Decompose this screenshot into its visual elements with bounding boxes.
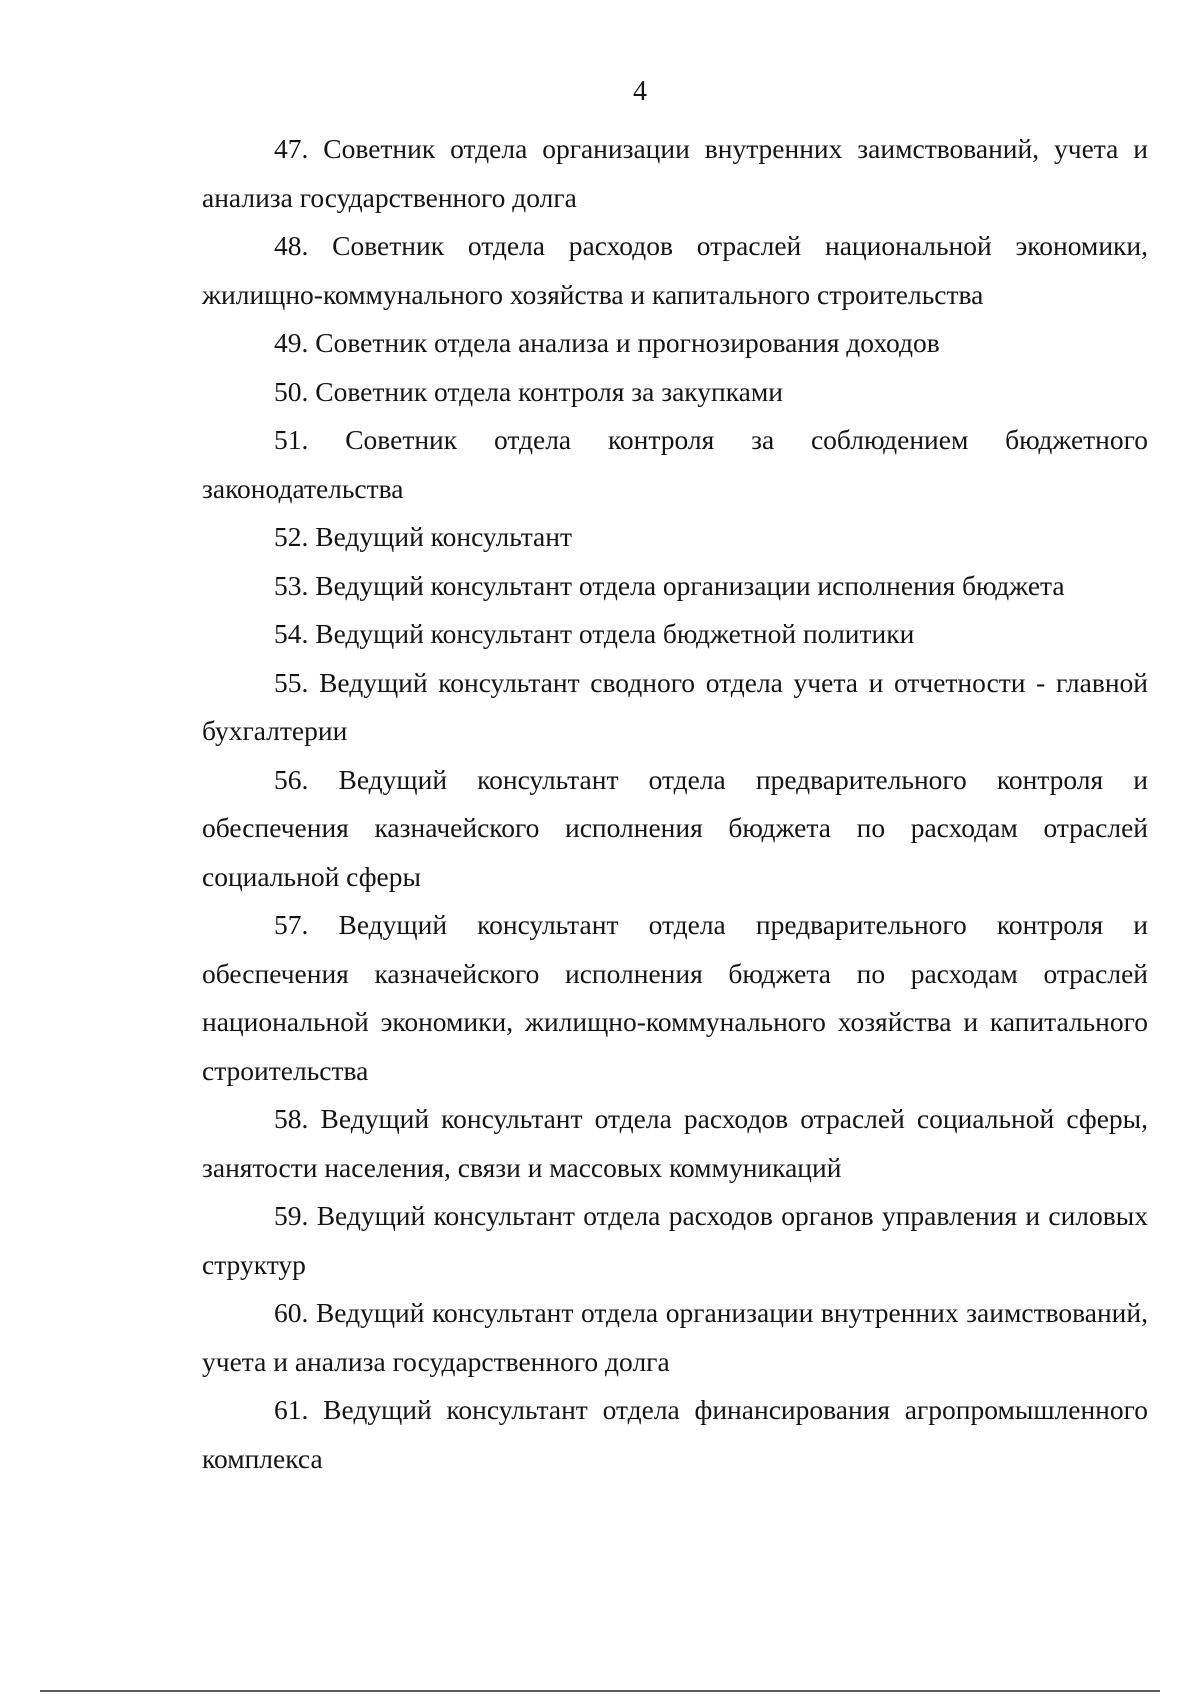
item-text: Ведущий консультант отдела расходов отраслей социальной сферы, занятости населения, связи и массовых коммуникаций <box>202 1103 1148 1183</box>
position-list <box>202 125 1148 1483</box>
item-text: Ведущий консультант отдела предварительного контроля и обеспечения казначейского исполнения бюджета по расходам отраслей национальной экономики, жилищно-коммунального хозяйства и капитального строительства <box>202 909 1148 1086</box>
item-number: 59. <box>274 1200 309 1231</box>
item-text: Советник отдела расходов отраслей национальной экономики, жилищно-коммунального хозяйства и капитального строительства <box>202 230 1149 310</box>
item-number: 49. <box>274 327 309 358</box>
item-text: Ведущий консультант отдела расходов органов управления и силовых структур <box>202 1200 1148 1280</box>
list-item <box>202 368 1148 417</box>
item-text: Ведущий консультант <box>315 521 572 552</box>
item-text: Ведущий консультант отдела организации исполнения бюджета <box>315 569 1065 601</box>
item-number: 57. <box>274 909 309 940</box>
item-text: Ведущий консультант отдела бюджетной политики <box>315 618 915 649</box>
list-item <box>202 319 1148 368</box>
item-number: 53. <box>274 569 309 601</box>
item-number: 61. <box>274 1394 309 1425</box>
item-number: 54. <box>274 618 309 649</box>
list-item <box>202 125 1148 222</box>
item-text: Советник отдела организации внутренних заимствований, учета и анализа государственного долга <box>202 133 1148 213</box>
list-item <box>202 1192 1148 1289</box>
page-number: 4 <box>633 76 647 107</box>
item-text: Советник отдела анализа и прогнозирования доходов <box>315 327 940 358</box>
item-number: 56. <box>274 763 309 795</box>
item-text: Ведущий консультант отдела предварительного контроля и обеспечения казначейского исполнения бюджета по расходам отраслей социальной сферы <box>202 763 1148 892</box>
item-text: Ведущий консультант отдела организации внутренних заимствований, учета и анализа государственного долга <box>202 1297 1148 1377</box>
list-item <box>202 756 1148 902</box>
item-text: Ведущий консультант сводного отдела учета и отчетности - главной бухгалтерии <box>202 666 1148 746</box>
list-item <box>202 1289 1148 1386</box>
list-item <box>202 416 1148 513</box>
item-number: 52. <box>274 521 309 552</box>
list-item <box>202 222 1148 319</box>
item-number: 58. <box>274 1103 309 1134</box>
list-item <box>202 659 1148 756</box>
item-number: 51. <box>274 424 309 455</box>
list-item <box>202 1095 1148 1192</box>
list-item <box>202 562 1148 611</box>
item-text: Советник отдела контроля за соблюдением бюджетного законодательства <box>202 424 1148 504</box>
item-number: 55. <box>274 666 309 698</box>
list-item <box>202 1386 1148 1483</box>
list-item <box>202 901 1148 1095</box>
list-item <box>202 610 1148 659</box>
item-text: Ведущий консультант отдела финансирования агропромышленного комплекса <box>202 1394 1148 1474</box>
item-number: 50. <box>274 375 309 407</box>
item-number: 47. <box>274 133 309 164</box>
list-item <box>202 513 1148 562</box>
item-text: Советник отдела контроля за закупками <box>315 375 783 407</box>
item-number: 48. <box>274 230 309 261</box>
scan-edge-line <box>40 1690 1160 1692</box>
item-number: 60. <box>274 1297 309 1328</box>
